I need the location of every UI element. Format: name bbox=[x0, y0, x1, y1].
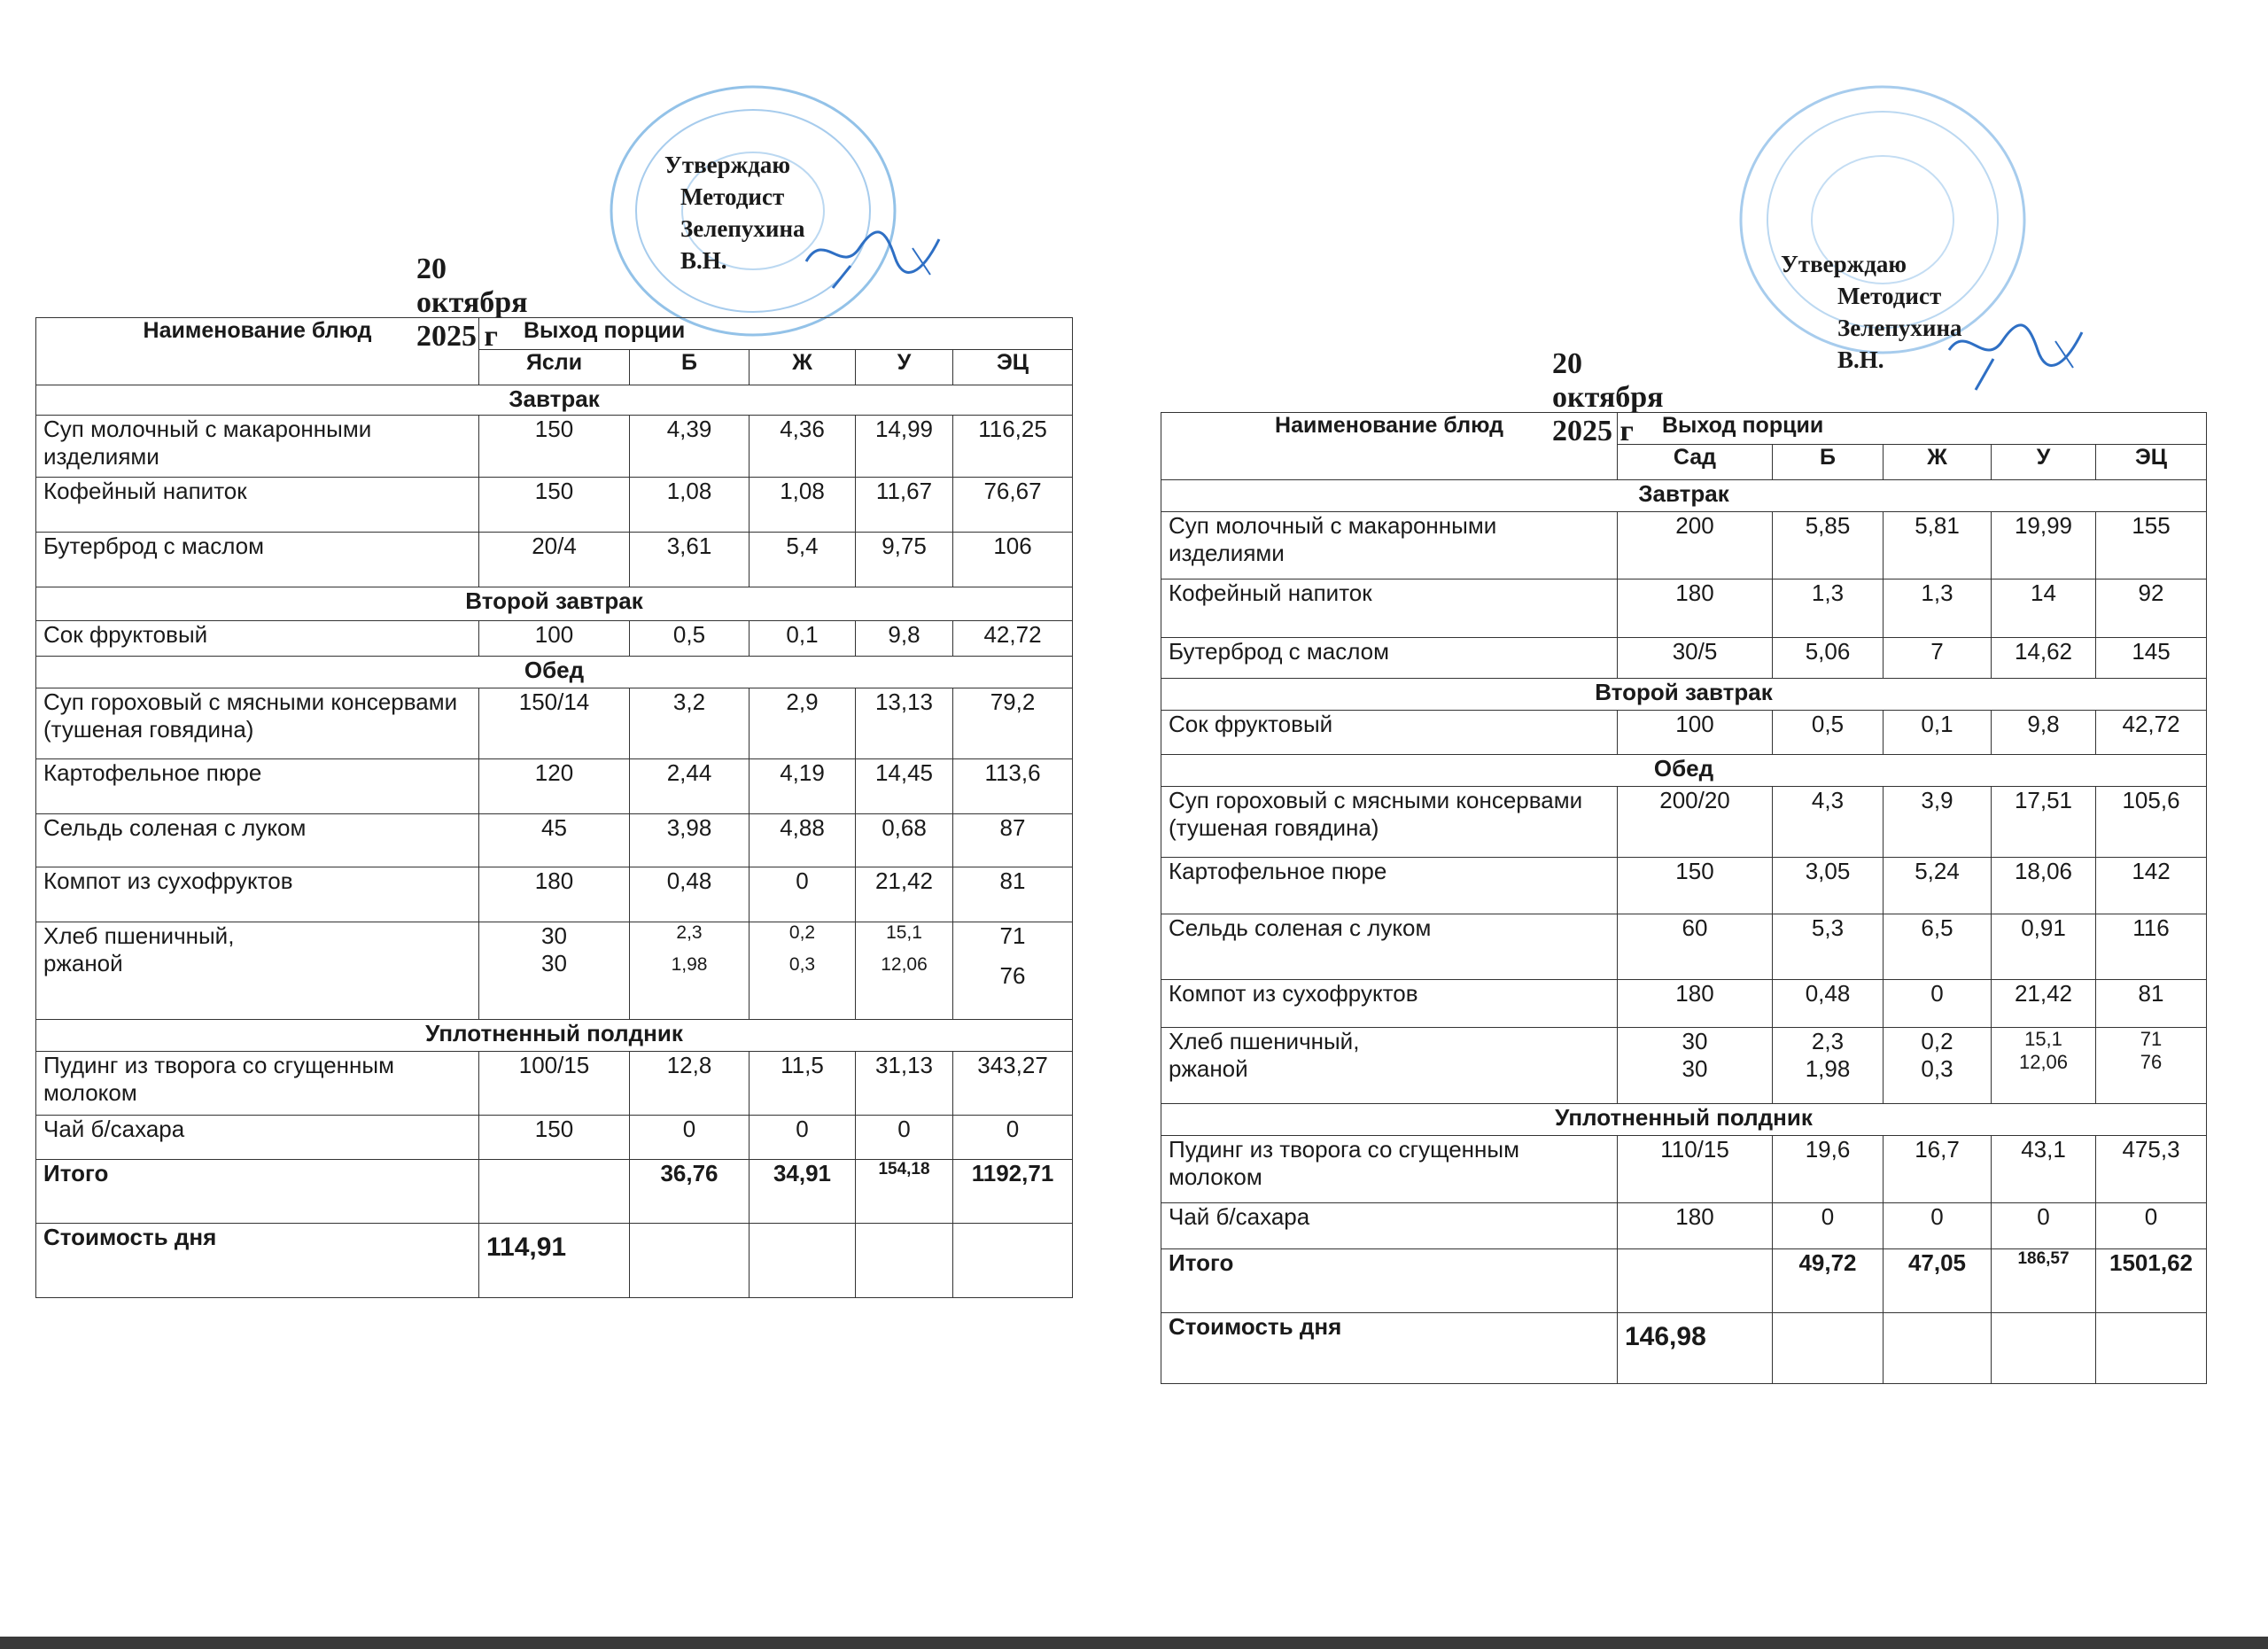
empty-cell bbox=[750, 1224, 856, 1298]
portion-output: 100 bbox=[1618, 711, 1773, 755]
dish-name: Кофейный напиток bbox=[1161, 579, 1618, 638]
approval-block bbox=[1781, 248, 1962, 376]
dish-name: Суп гороховый с мясными консервами (тушеная говядина) bbox=[1161, 787, 1618, 858]
dish-name: Сок фруктовый bbox=[36, 621, 479, 657]
portion-output: 150 bbox=[479, 478, 630, 533]
total-row bbox=[1161, 1249, 2207, 1313]
table-row bbox=[36, 867, 1073, 922]
value-line: 0,3 bbox=[1921, 1055, 1953, 1082]
header-age: Сад bbox=[1618, 445, 1773, 480]
portion-output: 120 bbox=[479, 759, 630, 814]
empty-cell bbox=[1992, 1313, 2096, 1384]
value-line: 30 bbox=[1682, 1055, 1708, 1082]
value-ec bbox=[2096, 1028, 2207, 1104]
value-b: 0,5 bbox=[1773, 711, 1884, 755]
value-ec: 113,6 bbox=[953, 759, 1073, 814]
dish-name bbox=[1161, 1028, 1618, 1104]
portion-output bbox=[1618, 1028, 1773, 1104]
section-snack: Уплотненный полдник bbox=[36, 1020, 1073, 1052]
right-menu-table bbox=[1161, 412, 2207, 1384]
value-line: 12,06 bbox=[881, 954, 928, 975]
dish-name: Суп молочный с макаронными изделиями bbox=[1161, 512, 1618, 579]
value-zh: 5,24 bbox=[1884, 858, 1992, 914]
value-u: 21,42 bbox=[1992, 980, 2096, 1028]
value-ec: 81 bbox=[2096, 980, 2207, 1028]
approval-signer: Методист Зелепухина В.Н. bbox=[1837, 283, 1962, 373]
value-ec: 42,72 bbox=[2096, 711, 2207, 755]
value-zh: 0 bbox=[1884, 1203, 1992, 1249]
dish-name: Сельдь соленая с луком bbox=[36, 814, 479, 867]
section-snack: Уплотненный полдник bbox=[1161, 1104, 2207, 1136]
value-u: 9,75 bbox=[856, 533, 953, 587]
value-zh: 5,81 bbox=[1884, 512, 1992, 579]
section-lunch: Обед bbox=[36, 657, 1073, 688]
value-b: 5,06 bbox=[1773, 638, 1884, 679]
value-ec: 92 bbox=[2096, 579, 2207, 638]
empty-cell bbox=[953, 1224, 1073, 1298]
header-portion-output: Выход порции bbox=[1618, 413, 2207, 445]
value-u: 43,1 bbox=[1992, 1136, 2096, 1203]
table-row bbox=[36, 1052, 1073, 1116]
portion-output: 200 bbox=[1618, 512, 1773, 579]
value-line: 30 bbox=[541, 950, 567, 976]
value-line: 2,3 bbox=[676, 922, 703, 943]
value-ec bbox=[953, 922, 1073, 1020]
dish-name: Картофельное пюре bbox=[36, 759, 479, 814]
empty-cell bbox=[1773, 1313, 1884, 1384]
dish-name: Сок фруктовый bbox=[1161, 711, 1618, 755]
dish-name: Суп молочный с макаронными изделиями bbox=[36, 416, 479, 478]
cost-value: 146,98 bbox=[1618, 1313, 1773, 1384]
value-ec: 87 bbox=[953, 814, 1073, 867]
dish-name: Пудинг из творога со сгущенным молоком bbox=[36, 1052, 479, 1116]
value-zh: 16,7 bbox=[1884, 1136, 1992, 1203]
value-b: 4,39 bbox=[630, 416, 750, 478]
table-row bbox=[36, 478, 1073, 533]
value-line: 15,1 bbox=[2024, 1028, 2062, 1050]
table-row bbox=[1161, 787, 2207, 858]
value-line: 15,1 bbox=[886, 922, 922, 943]
value-zh: 0 bbox=[750, 1116, 856, 1160]
cost-row bbox=[1161, 1313, 2207, 1384]
portion-output: 150 bbox=[479, 416, 630, 478]
header-zh: Ж bbox=[750, 350, 856, 385]
table-row bbox=[1161, 711, 2207, 755]
value-u: 11,67 bbox=[856, 478, 953, 533]
left-menu-table bbox=[35, 317, 1073, 1298]
total-zh: 47,05 bbox=[1884, 1249, 1992, 1313]
total-b: 49,72 bbox=[1773, 1249, 1884, 1313]
value-line: 12,06 bbox=[2018, 1051, 2069, 1073]
value-zh: 0 bbox=[1884, 980, 1992, 1028]
value-u: 31,13 bbox=[856, 1052, 953, 1116]
value-zh: 1,3 bbox=[1884, 579, 1992, 638]
empty-cell bbox=[630, 1224, 750, 1298]
header-u: У bbox=[1992, 445, 2096, 480]
value-b: 19,6 bbox=[1773, 1136, 1884, 1203]
portion-output: 110/15 bbox=[1618, 1136, 1773, 1203]
total-u: 154,18 bbox=[856, 1160, 953, 1224]
value-b: 0 bbox=[1773, 1203, 1884, 1249]
header-ec: ЭЦ bbox=[953, 350, 1073, 385]
table-row bbox=[1161, 1203, 2207, 1249]
table-row bbox=[36, 416, 1073, 478]
value-ec: 116,25 bbox=[953, 416, 1073, 478]
value-zh: 1,08 bbox=[750, 478, 856, 533]
value-u: 14,45 bbox=[856, 759, 953, 814]
value-ec: 42,72 bbox=[953, 621, 1073, 657]
table-row bbox=[1161, 638, 2207, 679]
value-b: 3,98 bbox=[630, 814, 750, 867]
value-u: 13,13 bbox=[856, 688, 953, 759]
value-u: 19,99 bbox=[1992, 512, 2096, 579]
portion-output: 30/5 bbox=[1618, 638, 1773, 679]
header-portion-output: Выход порции bbox=[479, 318, 1073, 350]
empty-cell bbox=[2096, 1313, 2207, 1384]
section-breakfast: Завтрак bbox=[1161, 480, 2207, 512]
dish-name-line: Хлеб пшеничный, bbox=[1169, 1028, 1360, 1054]
table-row bbox=[1161, 980, 2207, 1028]
approval-title: Утверждаю bbox=[1781, 251, 1907, 277]
value-b: 3,05 bbox=[1773, 858, 1884, 914]
value-line: 0,2 bbox=[1921, 1028, 1953, 1054]
empty-cell bbox=[1884, 1313, 1992, 1384]
approval-title: Утверждаю bbox=[664, 152, 791, 178]
dish-name: Чай б/сахара bbox=[36, 1116, 479, 1160]
total-label: Итого bbox=[1161, 1249, 1618, 1313]
value-line: 71 bbox=[2140, 1028, 2163, 1050]
value-zh: 7 bbox=[1884, 638, 1992, 679]
portion-output: 180 bbox=[1618, 579, 1773, 638]
table-row bbox=[36, 688, 1073, 759]
value-line: 1,98 bbox=[1805, 1055, 1851, 1082]
value-u: 21,42 bbox=[856, 867, 953, 922]
value-zh: 5,4 bbox=[750, 533, 856, 587]
value-ec: 116 bbox=[2096, 914, 2207, 980]
total-u: 186,57 bbox=[1992, 1249, 2096, 1313]
value-line: 0,3 bbox=[788, 954, 816, 975]
menu-date: 20 октября 2025 г bbox=[1552, 347, 1664, 447]
value-b: 2,44 bbox=[630, 759, 750, 814]
value-line: 1,98 bbox=[671, 954, 708, 975]
value-u: 0 bbox=[1992, 1203, 2096, 1249]
table-row bbox=[36, 759, 1073, 814]
value-b: 1,3 bbox=[1773, 579, 1884, 638]
header-age: Ясли bbox=[479, 350, 630, 385]
value-b: 1,08 bbox=[630, 478, 750, 533]
table-row bbox=[1161, 914, 2207, 980]
header-u: У bbox=[856, 350, 953, 385]
value-zh: 4,19 bbox=[750, 759, 856, 814]
dish-name-line: ржаной bbox=[43, 950, 123, 976]
header-dish-name: Наименование блюд bbox=[36, 318, 479, 385]
value-zh: 0,1 bbox=[1884, 711, 1992, 755]
value-ec: 343,27 bbox=[953, 1052, 1073, 1116]
value-b: 0,5 bbox=[630, 621, 750, 657]
table-row bbox=[1161, 579, 2207, 638]
empty-cell bbox=[1618, 1249, 1773, 1313]
dish-name: Бутерброд с маслом bbox=[36, 533, 479, 587]
value-ec: 142 bbox=[2096, 858, 2207, 914]
section-lunch: Обед bbox=[1161, 755, 2207, 787]
value-zh: 4,36 bbox=[750, 416, 856, 478]
value-ec: 0 bbox=[953, 1116, 1073, 1160]
total-row bbox=[36, 1160, 1073, 1224]
dish-name: Компот из сухофруктов bbox=[36, 867, 479, 922]
table-row bbox=[1161, 858, 2207, 914]
signature-icon bbox=[1940, 315, 2100, 394]
value-zh: 2,9 bbox=[750, 688, 856, 759]
dish-name: Суп гороховый с мясными консервами (тушеная говядина) bbox=[36, 688, 479, 759]
value-b: 5,85 bbox=[1773, 512, 1884, 579]
value-b: 3,61 bbox=[630, 533, 750, 587]
value-zh bbox=[750, 922, 856, 1020]
cost-value: 114,91 bbox=[479, 1224, 630, 1298]
table-row bbox=[36, 922, 1073, 1020]
value-u: 14,99 bbox=[856, 416, 953, 478]
dish-name: Пудинг из творога со сгущенным молоком bbox=[1161, 1136, 1618, 1203]
table-row bbox=[36, 1116, 1073, 1160]
portion-output: 180 bbox=[1618, 980, 1773, 1028]
value-line: 30 bbox=[541, 922, 567, 949]
table-row bbox=[36, 814, 1073, 867]
approval-block bbox=[664, 149, 805, 276]
value-zh: 4,88 bbox=[750, 814, 856, 867]
value-u: 0 bbox=[856, 1116, 953, 1160]
value-b: 5,3 bbox=[1773, 914, 1884, 980]
dish-name bbox=[36, 922, 479, 1020]
scan-edge bbox=[0, 1637, 2268, 1649]
value-zh: 0 bbox=[750, 867, 856, 922]
menu-date: 20 октября 2025 г bbox=[416, 253, 528, 353]
portion-output: 100 bbox=[479, 621, 630, 657]
cost-label: Стоимость дня bbox=[36, 1224, 479, 1298]
value-ec: 475,3 bbox=[2096, 1136, 2207, 1203]
value-b: 4,3 bbox=[1773, 787, 1884, 858]
total-label: Итого bbox=[36, 1160, 479, 1224]
value-u: 17,51 bbox=[1992, 787, 2096, 858]
cost-label: Стоимость дня bbox=[1161, 1313, 1618, 1384]
value-line: 2,3 bbox=[1811, 1028, 1845, 1054]
value-ec: 105,6 bbox=[2096, 787, 2207, 858]
portion-output: 200/20 bbox=[1618, 787, 1773, 858]
total-ec: 1192,71 bbox=[953, 1160, 1073, 1224]
value-u: 0,91 bbox=[1992, 914, 2096, 980]
table-row bbox=[1161, 1028, 2207, 1104]
section-second-breakfast: Второй завтрак bbox=[36, 587, 1073, 621]
value-line: 71 bbox=[999, 922, 1026, 949]
value-zh: 3,9 bbox=[1884, 787, 1992, 858]
section-breakfast: Завтрак bbox=[36, 385, 1073, 416]
total-ec: 1501,62 bbox=[2096, 1249, 2207, 1313]
value-b: 0 bbox=[630, 1116, 750, 1160]
value-ec: 76,67 bbox=[953, 478, 1073, 533]
portion-output: 20/4 bbox=[479, 533, 630, 587]
value-line: 76 bbox=[999, 962, 1026, 989]
section-second-breakfast: Второй завтрак bbox=[1161, 679, 2207, 711]
value-line: 0,2 bbox=[788, 922, 816, 943]
dish-name: Картофельное пюре bbox=[1161, 858, 1618, 914]
signature-icon bbox=[797, 222, 957, 292]
value-u: 9,8 bbox=[1992, 711, 2096, 755]
table-row bbox=[1161, 1136, 2207, 1203]
table-row bbox=[36, 533, 1073, 587]
value-zh: 6,5 bbox=[1884, 914, 1992, 980]
value-line: 76 bbox=[2140, 1051, 2163, 1073]
value-u: 0,68 bbox=[856, 814, 953, 867]
value-ec: 155 bbox=[2096, 512, 2207, 579]
value-b: 3,2 bbox=[630, 688, 750, 759]
value-u bbox=[1992, 1028, 2096, 1104]
total-b: 36,76 bbox=[630, 1160, 750, 1224]
value-ec: 0 bbox=[2096, 1203, 2207, 1249]
value-ec: 81 bbox=[953, 867, 1073, 922]
value-ec: 145 bbox=[2096, 638, 2207, 679]
portion-output: 150/14 bbox=[479, 688, 630, 759]
value-b: 12,8 bbox=[630, 1052, 750, 1116]
value-u: 14 bbox=[1992, 579, 2096, 638]
portion-output: 60 bbox=[1618, 914, 1773, 980]
value-zh: 0,1 bbox=[750, 621, 856, 657]
value-u: 14,62 bbox=[1992, 638, 2096, 679]
dish-name: Кофейный напиток bbox=[36, 478, 479, 533]
empty-cell bbox=[856, 1224, 953, 1298]
dish-name: Компот из сухофруктов bbox=[1161, 980, 1618, 1028]
value-u bbox=[856, 922, 953, 1020]
dish-name: Бутерброд с маслом bbox=[1161, 638, 1618, 679]
portion-output: 100/15 bbox=[479, 1052, 630, 1116]
value-u: 18,06 bbox=[1992, 858, 2096, 914]
approval-signer: Методист Зелепухина В.Н. bbox=[680, 183, 805, 274]
portion-output: 180 bbox=[479, 867, 630, 922]
table-row bbox=[1161, 512, 2207, 579]
dish-name: Чай б/сахара bbox=[1161, 1203, 1618, 1249]
empty-cell bbox=[479, 1160, 630, 1224]
header-b: Б bbox=[1773, 445, 1884, 480]
value-ec: 106 bbox=[953, 533, 1073, 587]
value-b bbox=[1773, 1028, 1884, 1104]
portion-output: 180 bbox=[1618, 1203, 1773, 1249]
value-ec: 79,2 bbox=[953, 688, 1073, 759]
total-zh: 34,91 bbox=[750, 1160, 856, 1224]
header-zh: Ж bbox=[1884, 445, 1992, 480]
portion-output bbox=[479, 922, 630, 1020]
value-b bbox=[630, 922, 750, 1020]
value-b: 0,48 bbox=[1773, 980, 1884, 1028]
header-ec: ЭЦ bbox=[2096, 445, 2207, 480]
header-dish-name: Наименование блюд bbox=[1161, 413, 1618, 480]
value-zh bbox=[1884, 1028, 1992, 1104]
value-zh: 11,5 bbox=[750, 1052, 856, 1116]
portion-output: 150 bbox=[479, 1116, 630, 1160]
value-u: 9,8 bbox=[856, 621, 953, 657]
value-line: 30 bbox=[1682, 1028, 1708, 1054]
dish-name: Сельдь соленая с луком bbox=[1161, 914, 1618, 980]
dish-name-line: ржаной bbox=[1169, 1055, 1248, 1082]
header-b: Б bbox=[630, 350, 750, 385]
table-row bbox=[36, 621, 1073, 657]
portion-output: 150 bbox=[1618, 858, 1773, 914]
dish-name-line: Хлеб пшеничный, bbox=[43, 922, 235, 949]
value-b: 0,48 bbox=[630, 867, 750, 922]
cost-row bbox=[36, 1224, 1073, 1298]
portion-output: 45 bbox=[479, 814, 630, 867]
